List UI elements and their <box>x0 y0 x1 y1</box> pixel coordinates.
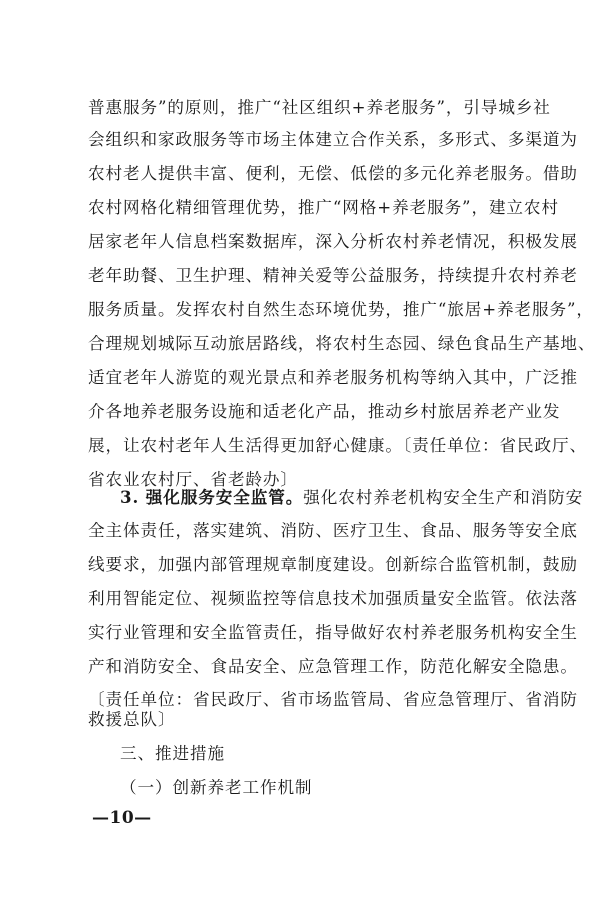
section-heading: 三、推进措施 <box>120 744 225 763</box>
paragraph-2-line-7: 〔责任单位：省民政厅、省市场监管局、省应急管理厅、省消防 <box>88 690 578 709</box>
paragraph-1-line-6: 老年助餐、卫生护理、精神关爱等公益服务，持续提升农村养老 <box>88 266 578 285</box>
paragraph-2-lead-heading: 3. 强化服务安全监管。 <box>120 487 304 507</box>
paragraph-1-line-1: 普惠服务”的原则，推广“社区组织+养老服务”，引导城乡社 <box>88 98 551 117</box>
paragraph-1-line-8: 合理规划城际互动旅居路线，将农村生态园、绿色食品生产基地、 <box>88 334 596 353</box>
paragraph-2-line-2: 全主体责任，落实建筑、消防、医疗卫生、食品、服务等安全底 <box>88 521 578 540</box>
paragraph-2-line-1 <box>120 487 584 508</box>
paragraph-1-line-5: 居家老年人信息档案数据库，深入分析农村养老情况，积极发展 <box>88 232 578 251</box>
paragraph-2-line-8: 救援总队〕 <box>88 710 176 729</box>
paragraph-1-line-2: 会组织和家政服务等市场主体建立合作关系，多形式、多渠道为 <box>88 130 578 149</box>
paragraph-2-line-3: 线要求，加强内部管理规章制度建设。创新综合监管机制，鼓励 <box>88 555 578 574</box>
paragraph-2-first-line-text: 强化农村养老机构安全生产和消防安 <box>303 488 584 507</box>
paragraph-1-line-4: 农村网格化精细管理优势，推广“网格+养老服务”，建立农村 <box>88 198 559 217</box>
paragraph-2-line-6: 产和消防安全、食品安全、应急管理工作，防范化解安全隐患。 <box>88 657 578 676</box>
page-number: —10— <box>92 808 152 828</box>
subsection-heading: （一）创新养老工作机制 <box>120 778 313 797</box>
paragraph-1-line-12: 省农业农村厅、省老龄办〕 <box>88 470 298 489</box>
paragraph-1-line-7: 服务质量。发挥农村自然生态环境优势，推广“旅居+养老服务”， <box>88 300 594 319</box>
paragraph-1-line-9: 适宜老年人游览的观光景点和养老服务机构等纳入其中，广泛推 <box>88 368 578 387</box>
paragraph-2-line-4: 利用智能定位、视频监控等信息技术加强质量安全监管。依法落 <box>88 589 578 608</box>
paragraph-1-line-10: 介各地养老服务设施和适老化产品，推动乡村旅居养老产业发 <box>88 402 561 421</box>
paragraph-1-line-11: 展，让农村老年人生活得更加舒心健康。〔责任单位：省民政厅、 <box>88 436 588 455</box>
paragraph-1-line-3: 农村老人提供丰富、便利，无偿、低偿的多元化养老服务。借助 <box>88 164 578 183</box>
paragraph-2-line-5: 实行业管理和安全监管责任，指导做好农村养老服务机构安全生 <box>88 623 578 642</box>
